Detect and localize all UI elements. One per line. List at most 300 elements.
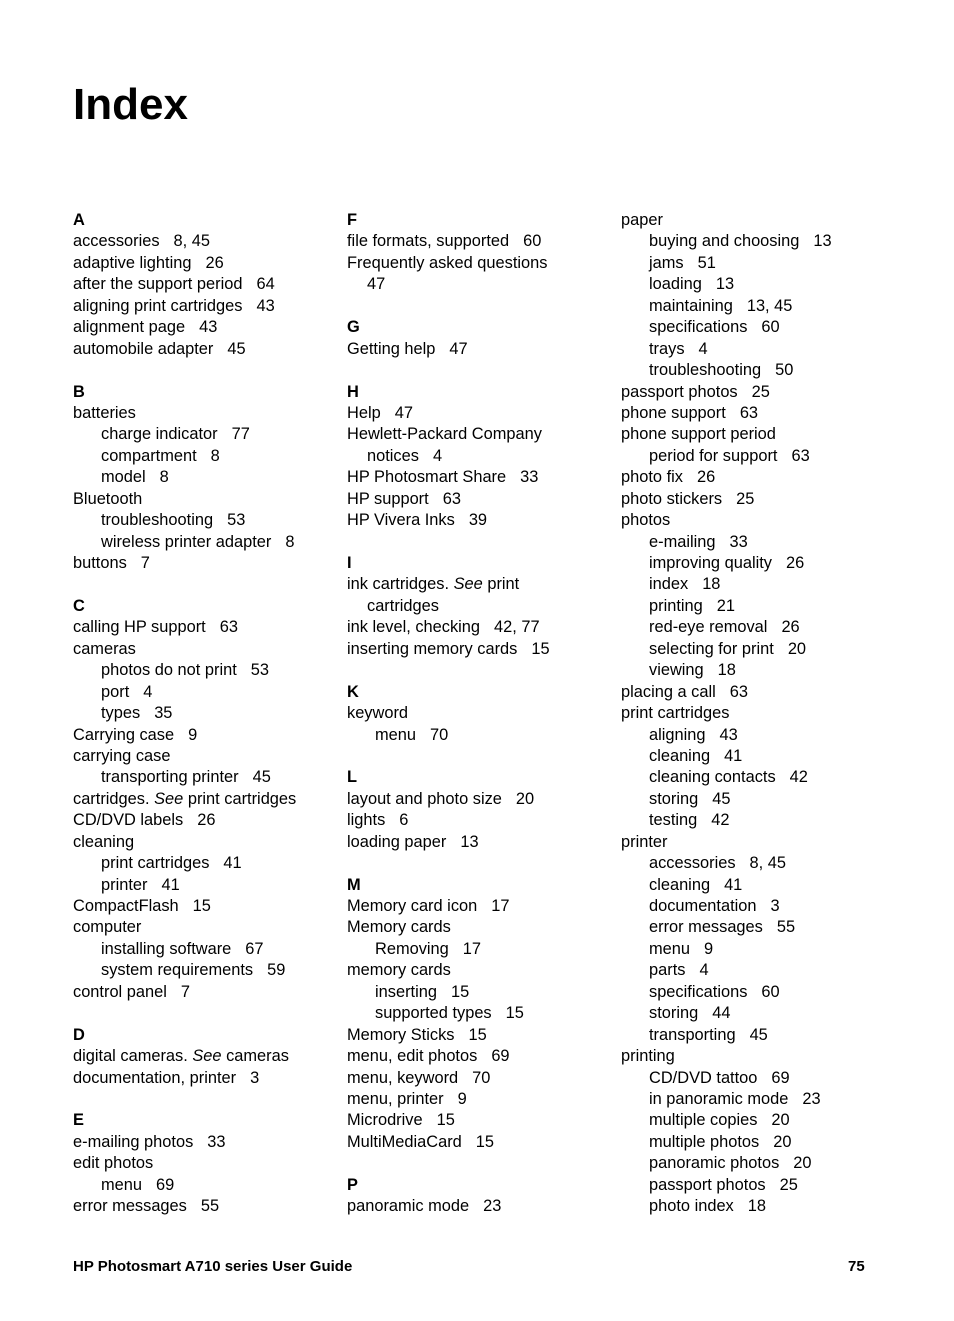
index-entry <box>347 960 617 981</box>
index-entry <box>73 982 343 1003</box>
page-reference: 20 <box>771 1111 790 1130</box>
index-column-1 <box>73 210 343 1218</box>
index-subentry <box>73 853 343 874</box>
entry-term: transporting <box>649 1025 736 1044</box>
index-entry <box>621 1046 891 1067</box>
index-entry <box>73 917 343 938</box>
index-entry <box>347 339 617 360</box>
section-gap <box>73 574 343 595</box>
page-reference: 55 <box>200 1197 220 1216</box>
entry-term: phone support <box>621 403 726 422</box>
page-reference: 13 <box>813 232 832 251</box>
index-subentry <box>621 339 891 360</box>
index-entry <box>347 1068 617 1089</box>
entry-term: charge indicator <box>101 425 218 444</box>
page-reference: 63 <box>739 403 759 422</box>
page-reference: 63 <box>791 446 810 465</box>
index-entry <box>621 424 891 445</box>
entry-term: red-eye removal <box>649 618 768 637</box>
entry-term: e-mailing photos <box>73 1132 194 1151</box>
entry-term: 47 <box>367 275 386 294</box>
page-reference: 8, 45 <box>749 854 787 873</box>
index-subentry <box>621 789 891 810</box>
section-letter: E <box>73 1111 84 1130</box>
entry-term: improving quality <box>649 554 772 572</box>
entry-term: parts <box>649 961 686 980</box>
index-subentry <box>621 660 891 681</box>
index-subentry <box>621 875 891 896</box>
page-reference: 20 <box>787 639 807 658</box>
page-reference: 15 <box>192 897 211 915</box>
index-entry <box>621 682 891 703</box>
page-reference: 9 <box>188 725 198 744</box>
page-reference: 35 <box>154 704 173 723</box>
index-subentry <box>73 682 343 703</box>
index-entry <box>347 789 617 810</box>
index-entry <box>347 617 617 638</box>
entry-term: port <box>101 682 130 701</box>
index-subentry <box>621 767 891 788</box>
page-title: Index <box>73 80 188 129</box>
section-letter: P <box>347 1175 358 1194</box>
section-letter: C <box>73 596 85 615</box>
index-subentry <box>347 725 617 746</box>
entry-term: photo stickers <box>621 489 723 508</box>
index-subentry <box>621 725 891 746</box>
index-entry <box>347 253 617 274</box>
footer-page-number: 75 <box>848 1258 865 1275</box>
section-gap <box>347 360 617 381</box>
page-reference: 15 <box>505 1004 524 1023</box>
index-subentry <box>621 896 891 917</box>
entry-term: Removing <box>375 939 449 958</box>
index-entry <box>73 296 343 317</box>
page-reference: 45 <box>252 768 271 787</box>
footer-guide-title: HP Photosmart A710 series User Guide <box>73 1258 353 1275</box>
page-reference: 13 <box>715 275 735 294</box>
page-reference: 13, 45 <box>746 296 793 315</box>
page-reference: 43 <box>256 296 275 315</box>
entry-term: Help <box>347 403 381 422</box>
page-reference: 41 <box>724 746 743 765</box>
entry-term: digital cameras. <box>73 1047 188 1066</box>
index-entry <box>621 382 891 403</box>
entry-term: buying and choosing <box>649 232 800 251</box>
page-reference: 53 <box>250 661 270 680</box>
entry-term: inserting <box>375 982 437 1001</box>
page-reference: 9 <box>704 939 714 958</box>
entry-term: calling HP support <box>73 618 206 637</box>
index-entry <box>73 896 343 917</box>
entry-term: aligning print cartridges <box>73 296 243 315</box>
page-reference: 26 <box>197 811 216 830</box>
entry-term: HP Photosmart Share <box>347 468 507 487</box>
entry-term: loading <box>649 275 702 294</box>
entry-term: Microdrive <box>347 1111 423 1130</box>
section-gap <box>73 1003 343 1024</box>
entry-term: inserting memory cards <box>347 639 518 658</box>
index-entry <box>73 617 343 638</box>
index-subentry <box>621 274 891 295</box>
page-reference: 69 <box>491 1047 510 1066</box>
index-subentry <box>621 253 891 274</box>
page-reference: 26 <box>696 468 716 487</box>
page-reference: 20 <box>773 1132 792 1151</box>
page-reference: 77 <box>231 425 250 444</box>
section-gap <box>347 853 617 874</box>
index-entry <box>347 231 617 252</box>
section-gap <box>73 1089 343 1110</box>
page-reference: 45 <box>227 339 246 358</box>
index-entry <box>73 553 343 574</box>
page-reference: 26 <box>205 253 224 272</box>
index-entry <box>73 231 343 252</box>
entry-term: transporting printer <box>101 768 239 787</box>
entry-term: control panel <box>73 982 167 1001</box>
index-entry-continuation <box>347 274 617 295</box>
index-entry <box>73 725 343 746</box>
index-subentry <box>621 553 891 574</box>
index-entry <box>73 810 343 831</box>
section-gap <box>347 1153 617 1174</box>
page-reference: 26 <box>781 618 800 637</box>
page-reference: 25 <box>736 489 755 508</box>
entry-term: passport photos <box>649 1175 766 1194</box>
section-gap <box>73 360 343 381</box>
page-reference: 4 <box>698 339 708 358</box>
page-reference: 51 <box>697 253 716 272</box>
entry-term: trays <box>649 339 685 358</box>
page-reference: 42 <box>789 768 808 787</box>
entry-term: system requirements <box>101 961 254 980</box>
page-reference: 43 <box>199 318 218 337</box>
index-subentry <box>621 231 891 252</box>
entry-term: viewing <box>649 661 704 680</box>
index-column-3 <box>621 210 891 1218</box>
index-entry <box>621 489 891 510</box>
section-gap <box>347 660 617 681</box>
entry-term: multiple copies <box>649 1111 758 1130</box>
entry-term: Bluetooth <box>73 489 143 508</box>
page-reference: 17 <box>491 897 510 915</box>
index-subentry <box>621 1196 891 1217</box>
page-reference: 8 <box>285 532 295 551</box>
index-entry <box>73 274 343 295</box>
index-subentry <box>347 982 617 1003</box>
index-entry <box>347 703 617 724</box>
section-letter: L <box>347 768 358 787</box>
entry-term: photos do not print <box>101 661 237 680</box>
index-entry <box>73 1196 343 1217</box>
index-subentry <box>73 424 343 445</box>
entry-term: wireless printer adapter <box>101 532 272 551</box>
entry-term: testing <box>649 811 698 830</box>
entry-term: computer <box>73 918 142 937</box>
index-subentry <box>621 532 891 553</box>
entry-term: menu <box>375 725 417 744</box>
entry-term: alignment page <box>73 318 186 337</box>
page-reference: 45 <box>749 1025 768 1044</box>
entry-term: printing <box>649 596 703 615</box>
index-subentry <box>621 446 891 467</box>
index-subentry <box>621 1068 891 1089</box>
entry-term: buttons <box>73 554 127 572</box>
index-entry <box>621 403 891 424</box>
index-entry <box>73 317 343 338</box>
index-subentry <box>73 703 343 724</box>
index-subentry <box>621 1025 891 1046</box>
section-letter: A <box>73 211 85 229</box>
page-reference: 63 <box>442 489 461 508</box>
page-reference: 4 <box>143 682 153 701</box>
index-entry <box>73 746 343 767</box>
index-subentry <box>621 960 891 981</box>
page-reference: 33 <box>207 1132 226 1151</box>
page-reference: 64 <box>256 275 275 294</box>
page-reference: 20 <box>515 789 535 808</box>
index-subentry <box>621 1089 891 1110</box>
index-entry <box>347 489 617 510</box>
page-reference: 15 <box>436 1111 455 1130</box>
index-entry <box>347 917 617 938</box>
index-subentry <box>621 317 891 338</box>
entry-term: photos <box>621 511 671 530</box>
page-reference: 59 <box>267 961 286 980</box>
index-subentry <box>621 1132 891 1153</box>
entry-term: panoramic photos <box>649 1154 780 1173</box>
entry-term: model <box>101 468 146 487</box>
index-subentry <box>621 1003 891 1024</box>
entry-term: error messages <box>649 918 763 937</box>
entry-term: cleaning contacts <box>649 768 776 787</box>
entry-term: Memory card icon <box>347 897 478 915</box>
page-reference: 50 <box>775 361 794 380</box>
entry-term: accessories <box>73 232 160 251</box>
entry-term: installing software <box>101 939 232 958</box>
page-reference: 20 <box>793 1154 812 1173</box>
index-subentry <box>73 875 343 896</box>
page-reference: 26 <box>786 554 805 572</box>
page-reference: 9 <box>457 1089 467 1108</box>
entry-term: selecting for print <box>649 639 774 658</box>
index-subentry <box>621 1175 891 1196</box>
see-reference-label: See <box>192 1047 222 1066</box>
index-subentry <box>73 532 343 553</box>
page-reference: 43 <box>719 725 738 744</box>
index-subentry <box>73 467 343 488</box>
entry-term: storing <box>649 1004 699 1023</box>
entry-term: types <box>101 704 141 723</box>
page-reference: 70 <box>430 725 449 744</box>
page-reference: 70 <box>472 1068 491 1087</box>
entry-term: loading paper <box>347 832 447 851</box>
index-entry <box>347 832 617 853</box>
section-letter: D <box>73 1025 85 1044</box>
entry-term: in panoramic mode <box>649 1089 789 1108</box>
entry-term: specifications <box>649 318 748 337</box>
page-reference: 6 <box>399 811 409 830</box>
page-reference: 8 <box>159 468 169 487</box>
index-subentry <box>73 1175 343 1196</box>
index-entry <box>347 810 617 831</box>
section-gap <box>347 532 617 553</box>
index-entry <box>73 1068 343 1089</box>
entry-term: Memory Sticks <box>347 1025 455 1044</box>
entry-term: Hewlett-Packard Company <box>347 425 542 444</box>
index-subentry <box>621 1153 891 1174</box>
see-reference-target: print cartridges <box>187 789 297 808</box>
entry-term: menu, printer <box>347 1089 444 1108</box>
page-reference: 8 <box>210 446 220 465</box>
entry-term: keyword <box>347 704 409 723</box>
page-reference: 42 <box>711 811 730 830</box>
entry-term: troubleshooting <box>649 361 762 380</box>
entry-term: after the support period <box>73 275 243 294</box>
index-entry <box>347 896 617 917</box>
entry-term: Frequently asked questions <box>347 253 548 272</box>
index-subentry <box>73 510 343 531</box>
index-entry <box>347 467 617 488</box>
page-reference: 63 <box>729 682 748 701</box>
page-reference: 39 <box>468 511 488 530</box>
index-entry <box>347 574 617 595</box>
index-entry <box>347 1110 617 1131</box>
entry-term: ink level, checking <box>347 618 481 637</box>
page-reference: 25 <box>779 1175 798 1194</box>
index-entry <box>347 403 617 424</box>
entry-term: cleaning <box>73 832 135 851</box>
entry-term: storing <box>649 789 699 808</box>
index-entry <box>347 1196 617 1217</box>
page-reference: 18 <box>717 661 736 680</box>
index-subentry <box>621 853 891 874</box>
index-subentry <box>621 939 891 960</box>
page-reference: 45 <box>712 789 731 808</box>
page-reference: 18 <box>702 575 721 594</box>
index-entry <box>73 339 343 360</box>
see-reference-target: print <box>487 575 520 594</box>
page-reference: 53 <box>227 511 246 530</box>
entry-term: period for support <box>649 446 778 465</box>
entry-term: panoramic mode <box>347 1197 470 1216</box>
section-letter: B <box>73 382 85 401</box>
entry-term: documentation <box>649 897 757 915</box>
index-entry <box>73 832 343 853</box>
entry-term: MultiMediaCard <box>347 1132 462 1151</box>
page-reference: 69 <box>771 1068 790 1087</box>
section-letter: G <box>347 318 360 337</box>
page-reference: 4 <box>699 961 709 980</box>
page-reference: 25 <box>751 382 770 401</box>
index-column-2 <box>347 210 617 1218</box>
page-reference: 21 <box>716 596 735 615</box>
entry-term: CD/DVD labels <box>73 811 184 830</box>
page-reference: 60 <box>523 232 542 251</box>
section-letter: K <box>347 682 359 701</box>
index-entry <box>347 1046 617 1067</box>
page-reference: 15 <box>475 1132 495 1151</box>
index-subentry <box>621 617 891 638</box>
index-subentry <box>621 574 891 595</box>
page-reference: 41 <box>724 875 743 894</box>
index-entry <box>73 1132 343 1153</box>
index-entry <box>621 210 891 231</box>
entry-term: lights <box>347 811 386 830</box>
index-subentry <box>621 596 891 617</box>
entry-term: photo fix <box>621 468 683 487</box>
page-reference: 47 <box>394 403 413 422</box>
entry-term: printer <box>621 832 668 851</box>
entry-term: notices <box>367 446 419 465</box>
index-entry <box>347 424 617 445</box>
index-subentry <box>73 446 343 467</box>
index-subentry <box>347 939 617 960</box>
entry-term: CompactFlash <box>73 897 179 915</box>
entry-term: placing a call <box>621 682 716 701</box>
page-reference: 60 <box>761 982 780 1001</box>
entry-term: aligning <box>649 725 706 744</box>
index-subentry <box>73 939 343 960</box>
entry-term: cartridges <box>367 596 439 615</box>
entry-term: error messages <box>73 1197 187 1216</box>
entry-term: edit photos <box>73 1154 154 1173</box>
entry-term: batteries <box>73 403 136 422</box>
entry-term: cleaning <box>649 875 711 894</box>
page-reference: 3 <box>250 1068 260 1087</box>
page-reference: 15 <box>450 982 470 1001</box>
entry-term: cartridges. <box>73 789 150 808</box>
entry-term: jams <box>649 253 684 272</box>
entry-term: compartment <box>101 446 197 465</box>
entry-term: CD/DVD tattoo <box>649 1068 758 1087</box>
page-reference: 47 <box>449 339 468 358</box>
entry-term: paper <box>621 211 663 229</box>
index-entry <box>73 253 343 274</box>
index-entry <box>621 703 891 724</box>
section-letter: I <box>347 554 352 572</box>
entry-term: maintaining <box>649 296 733 315</box>
page-reference: 23 <box>802 1089 821 1108</box>
index-entry-continuation <box>347 446 617 467</box>
index-entry <box>73 403 343 424</box>
page-reference: 13 <box>460 832 479 851</box>
page-reference: 42, 77 <box>494 618 540 637</box>
page-reference: 23 <box>483 1197 502 1216</box>
page-reference: 67 <box>245 939 264 958</box>
page-reference: 44 <box>712 1004 731 1023</box>
page-reference: 33 <box>729 532 748 551</box>
index-entry <box>347 1132 617 1153</box>
index-subentry <box>347 1003 617 1024</box>
page-reference: 17 <box>462 939 482 958</box>
see-reference-label: See <box>453 575 483 594</box>
entry-term: adaptive lighting <box>73 253 192 272</box>
page-reference: 60 <box>761 318 780 337</box>
entry-term: memory cards <box>347 961 451 980</box>
page-reference: 8, 45 <box>173 232 211 251</box>
page-reference: 4 <box>432 446 443 465</box>
page-reference: 3 <box>770 897 780 915</box>
index-entry <box>347 1025 617 1046</box>
index-subentry <box>73 660 343 681</box>
see-reference-target: cameras <box>226 1047 289 1066</box>
entry-term: automobile adapter <box>73 339 214 358</box>
entry-term: cleaning <box>649 746 711 765</box>
entry-term: carrying case <box>73 746 171 765</box>
page-reference: 15 <box>468 1025 487 1044</box>
page-reference: 41 <box>161 875 180 894</box>
index-entry <box>73 489 343 510</box>
